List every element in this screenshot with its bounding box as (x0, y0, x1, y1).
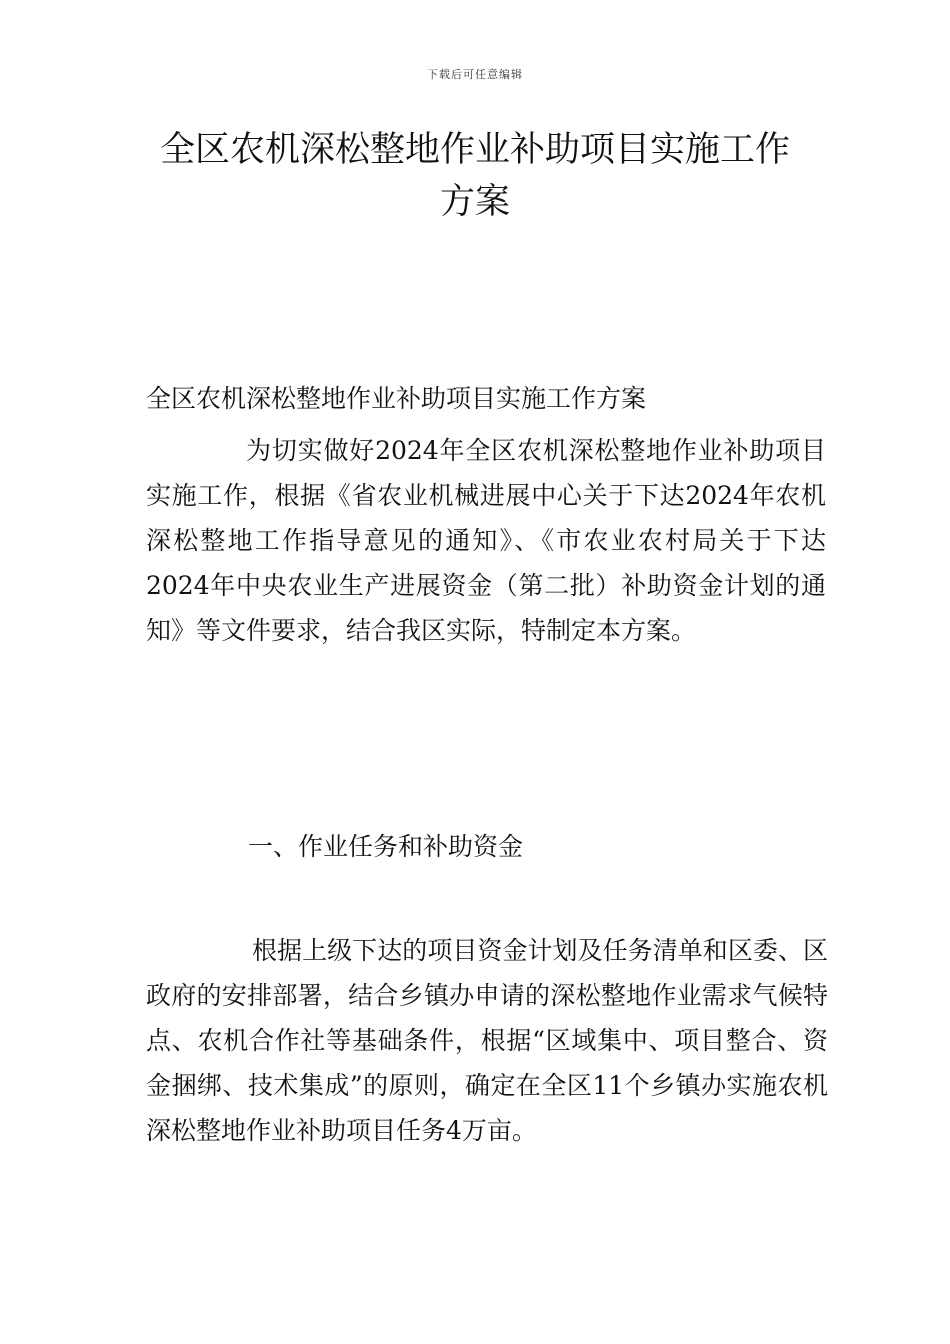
document-title-line-1: 全区农机深松整地作业补助项目实施工作 (159, 130, 790, 170)
document-title (0, 124, 950, 228)
document-subtitle: 全区农机深松整地作业补助项目实施工作方案 (146, 384, 647, 413)
header-note: 下载后可任意编辑 (427, 68, 523, 81)
section-1-paragraph: 根据上级下达的项目资金计划及任务清单和区委、区政府的安排部署，结合乡镇办申请的深松整地作业需求气候特点、农机合作社等基础条件，根据“区域集中、项目整合、资金捆绑、技术集成”的原则，确定在全区11个乡镇办实施农机深松整地作业补助项目任务4万亩。 (146, 936, 828, 1145)
section-heading-1: 一、作业任务和补助资金 (248, 832, 524, 861)
document-title-line-2: 方案 (439, 182, 510, 222)
intro-paragraph: 为切实做好2024年全区农机深松整地作业补助项目实施工作，根据《省农业机械进展中心关于下达2024年农机深松整地工作指导意见的通知》、《市农业农村局关于下达2024年中央农业生产进展资金（第二批）补助资金计划的通知》等文件要求，结合我区实际，特制定本方案。 (146, 436, 826, 645)
